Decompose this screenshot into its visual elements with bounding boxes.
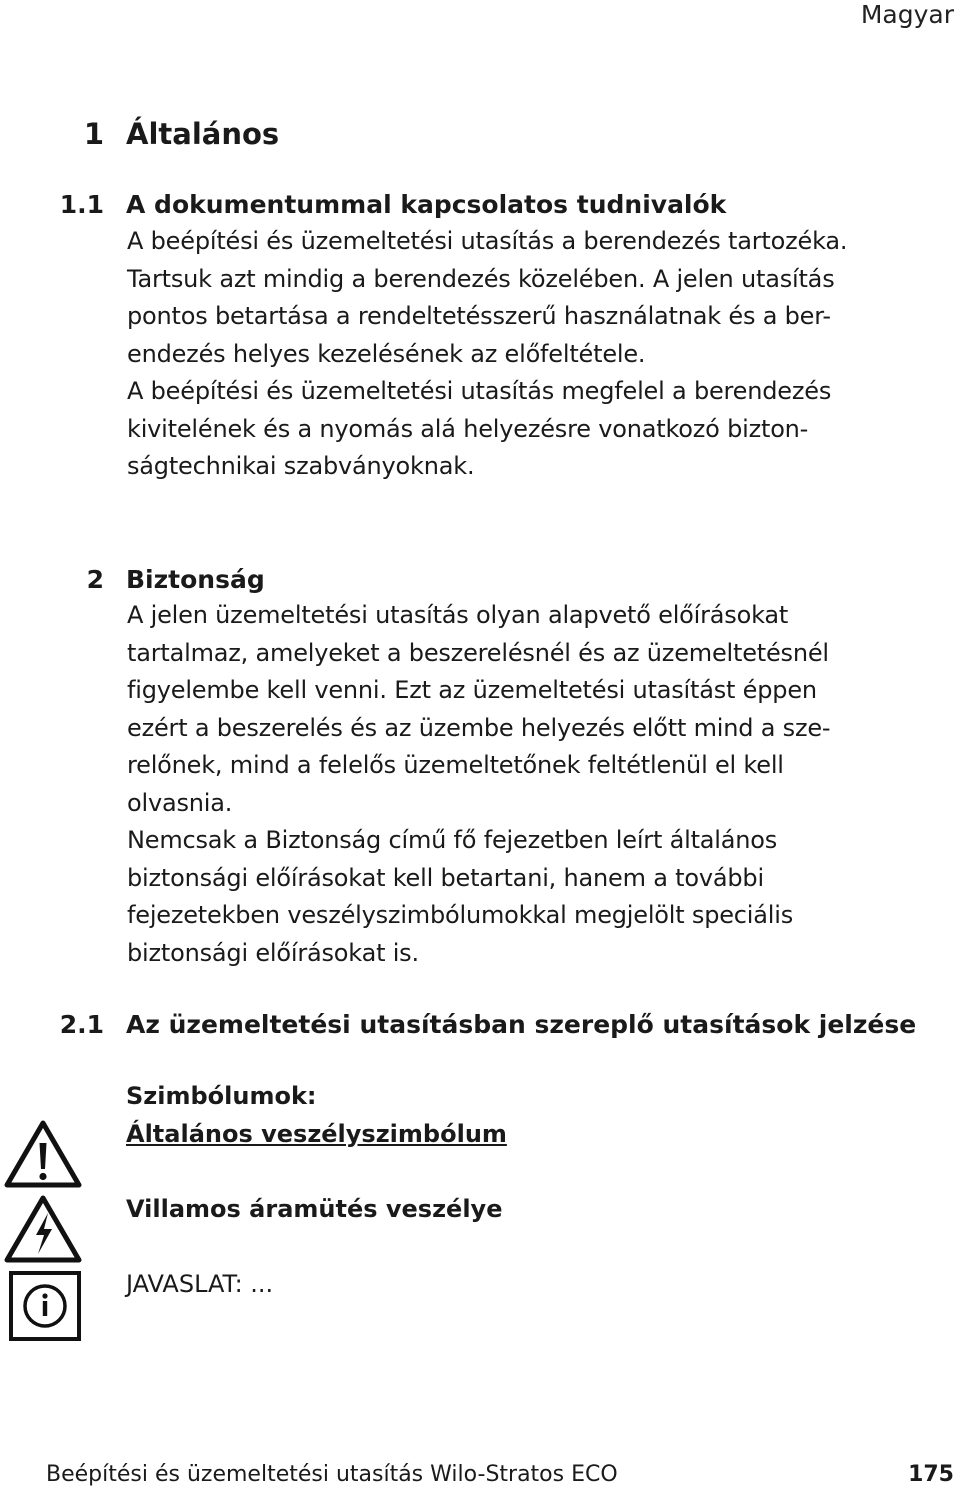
text-line: fejezetekben veszélyszimbólumokkal megjelölt speciális [127,901,794,929]
footer-title: Beépítési és üzemeltetési utasítás Wilo-Stratos ECO [46,1462,618,1487]
subsection-number: 2.1 [59,1010,104,1039]
text-line: ezért a beszerelés és az üzembe helyezés előtt mind a sze- [127,713,831,742]
text-line: relőnek, mind a felelős üzemeltetőnek feltétlenül el kell [127,751,784,779]
text-line: Nemcsak a Biztonság című fő fejezetben leírt általános [127,826,778,854]
section-number: 2 [86,565,104,594]
subsection-number: 1.1 [59,190,104,219]
text-line: A beépítési és üzemeltetési utasítás megfelel a berendezés [127,377,832,405]
electric-hazard-label: Villamos áramütés veszélye [126,1195,503,1223]
text-line: biztonsági előírásokat is. [127,938,419,967]
text-line: endezés helyes kezelésének az előfeltétele. [127,339,646,368]
general-hazard-label: Általános veszélyszimbólum [126,1120,507,1148]
text-line: A jelen üzemeltetési utasítás olyan alapvető előírásokat [127,601,789,629]
text-line: figyelembe kell venni. Ezt az üzemeltetési utasítást éppen [127,676,817,704]
section-title: Biztonság [126,565,265,594]
section-title: Általános [126,117,280,151]
info-icon [8,1270,82,1342]
symbols-heading: Szimbólumok: [126,1082,317,1110]
section-2-text [127,597,927,972]
subsection-title: Az üzemeltetési utasításban szereplő utasítások jelzése [126,1010,917,1039]
text-line: pontos betartása a rendeltetésszerű használatnak és a ber- [127,302,831,330]
note-label: JAVASLAT: ... [126,1270,274,1298]
language-label: Magyar [860,0,954,29]
page-number: 175 [908,1462,954,1487]
text-line: ságtechnikai szabványoknak. [127,452,475,480]
section-number: 1 [83,117,104,151]
text-line: tartalmaz, amelyeket a beszerelésnél és az üzemeltetésnél [127,638,829,667]
electric-hazard-icon [4,1194,82,1264]
general-hazard-icon [4,1119,82,1189]
text-line: Tartsuk azt mindig a berendezés közelében. A jelen utasítás [127,264,835,293]
text-line: olvasnia. [127,788,233,817]
text-line: A beépítési és üzemeltetési utasítás a berendezés tartozéka. [127,227,848,255]
text-line: biztonsági előírásokat kell betartani, hanem a további [127,863,764,892]
section-1-1-text [127,223,927,486]
text-line: kivitelének és a nyomás alá helyezésre vonatkozó bizton- [127,414,809,443]
subsection-title: A dokumentummal kapcsolatos tudnivalók [126,190,727,219]
